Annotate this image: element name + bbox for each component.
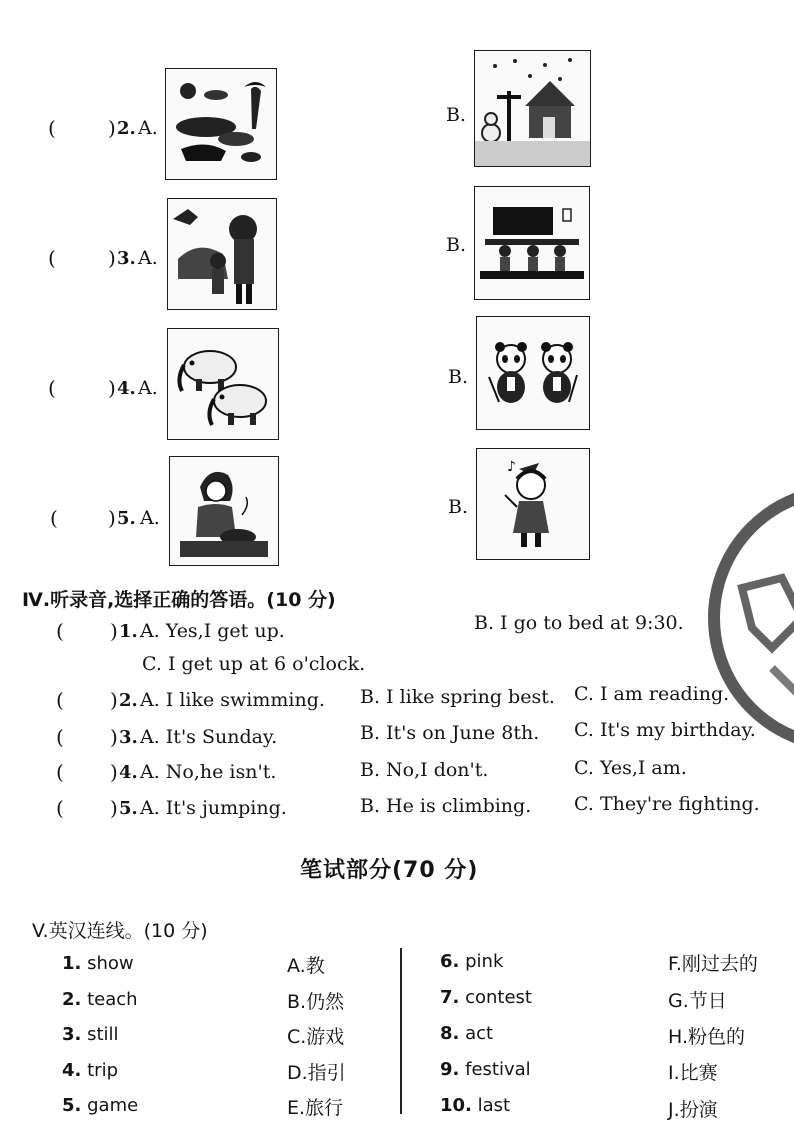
meaning-item: J.扮演	[668, 1099, 718, 1121]
section-4-title: Ⅳ.听录音,选择正确的答语。(10 分)	[22, 589, 336, 611]
option-b-label: B.	[448, 496, 469, 518]
option-a-label: A.	[138, 117, 158, 139]
option-b: B. No,I don't.	[360, 759, 489, 781]
meaning-item: F.刚过去的	[668, 953, 758, 975]
answer-bracket-close: )	[108, 376, 116, 400]
elephants-icon	[167, 328, 279, 440]
option-a: A. It's Sunday.	[140, 726, 278, 748]
meaning-item: H.粉色的	[668, 1026, 745, 1048]
word-item: 1. show	[62, 953, 134, 974]
answer-bracket-close: )	[110, 619, 118, 643]
meaning-item: C.游戏	[287, 1026, 345, 1048]
answer-bracket-close: )	[108, 506, 116, 530]
answer-bracket-open: (	[50, 506, 58, 530]
meaning-item: E.旅行	[287, 1097, 344, 1119]
answer-bracket-open: (	[48, 376, 56, 400]
girl-singing-icon	[476, 448, 590, 560]
snowy-house-icon	[474, 50, 591, 167]
question-number: 1.	[119, 621, 138, 642]
written-part-title: 笔试部分(70 分)	[300, 858, 479, 883]
meaning-item: A.教	[287, 955, 325, 977]
option-b-label: B.	[448, 366, 469, 388]
meaning-item: D.指引	[287, 1062, 346, 1084]
word-item: 4. trip	[62, 1060, 118, 1081]
question-number: 4.	[119, 762, 138, 783]
answer-bracket-open: (	[56, 619, 64, 643]
meaning-item: I.比赛	[668, 1062, 718, 1084]
option-a-label: A.	[140, 507, 160, 529]
option-c: C. It's my birthday.	[574, 719, 756, 741]
answer-bracket-close: )	[110, 688, 118, 712]
option-b-label: B.	[446, 104, 467, 126]
children-planting-icon	[167, 198, 277, 310]
option-c: C. They're fighting.	[574, 793, 760, 815]
beach-scene-icon	[165, 68, 277, 180]
question-number: 2.	[119, 690, 138, 711]
option-c: C. I am reading.	[574, 683, 730, 705]
section-5-title: V.英汉连线。(10 分)	[32, 920, 208, 942]
answer-bracket-open: (	[56, 760, 64, 784]
question-number: 4.	[117, 378, 136, 399]
word-item: 2. teach	[62, 989, 138, 1010]
meaning-item: G.节日	[668, 990, 727, 1012]
option-a: A. Yes,I get up.	[140, 620, 285, 642]
option-b: B. I go to bed at 9:30.	[474, 612, 684, 634]
word-item: 7. contest	[440, 987, 532, 1008]
answer-bracket-open: (	[56, 725, 64, 749]
answer-bracket-close: )	[108, 246, 116, 270]
option-a-label: A.	[138, 377, 158, 399]
column-divider	[400, 948, 402, 1114]
answer-bracket-close: )	[110, 796, 118, 820]
option-c: C. I get up at 6 o'clock.	[142, 653, 366, 675]
meaning-item: B.仍然	[287, 991, 345, 1013]
woman-cooking-icon	[169, 456, 279, 566]
question-number: 3.	[119, 727, 138, 748]
svg-text:♪: ♪	[507, 459, 516, 475]
option-a: A. No,he isn't.	[140, 761, 277, 783]
option-a-label: A.	[138, 247, 158, 269]
answer-bracket-open: (	[48, 116, 56, 140]
question-number: 3.	[117, 248, 136, 269]
word-item: 6. pink	[440, 951, 504, 972]
option-b: B. I like spring best.	[360, 686, 555, 708]
answer-bracket-close: )	[110, 725, 118, 749]
option-c: C. Yes,I am.	[574, 757, 687, 779]
option-b-label: B.	[446, 234, 467, 256]
question-number: 5.	[117, 508, 136, 529]
word-item: 8. act	[440, 1023, 494, 1044]
question-number: 2.	[117, 118, 136, 139]
classroom-icon	[474, 186, 590, 300]
answer-bracket-open: (	[48, 246, 56, 270]
word-item: 10. last	[440, 1095, 511, 1116]
word-item: 5. game	[62, 1095, 139, 1116]
answer-bracket-open: (	[56, 688, 64, 712]
answer-bracket-close: )	[110, 760, 118, 784]
word-item: 3. still	[62, 1024, 119, 1045]
answer-bracket-close: )	[108, 116, 116, 140]
pandas-icon	[476, 316, 590, 430]
answer-bracket-open: (	[56, 796, 64, 820]
seal-stamp-icon	[702, 478, 794, 758]
option-b: B. He is climbing.	[360, 795, 532, 817]
option-a: A. I like swimming.	[140, 689, 325, 711]
question-number: 5.	[119, 798, 138, 819]
word-item: 9. festival	[440, 1059, 531, 1080]
option-b: B. It's on June 8th.	[360, 722, 540, 744]
option-a: A. It's jumping.	[140, 797, 287, 819]
